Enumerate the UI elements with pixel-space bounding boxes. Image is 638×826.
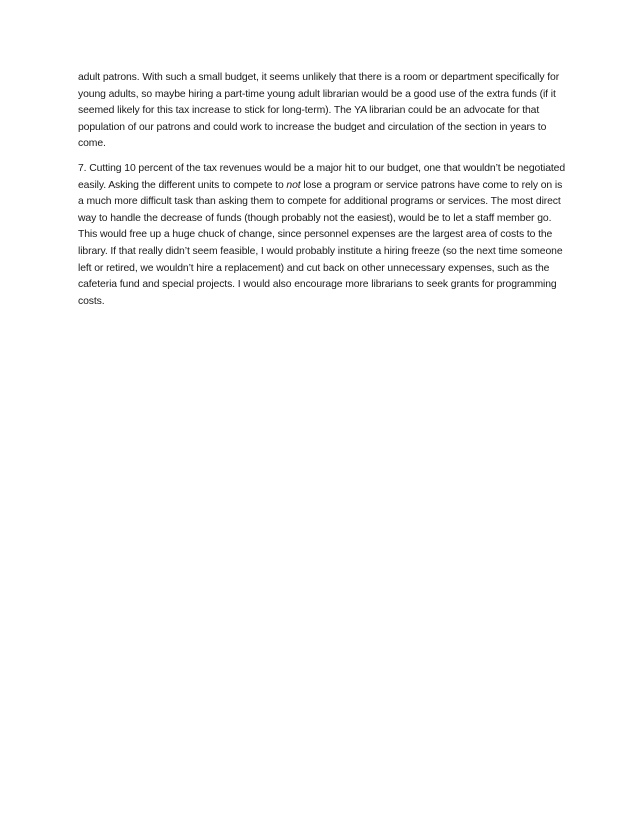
paragraph-1-text: adult patrons. With such a small budget, it seems unlikely that there is a room or department specifically for young adults, so maybe hiring a part-time young adult librarian would be a good use of the extra funds (if it seemed likely for this tax increase to stick for long-term). The YA librarian could be an advocate for that population of our patrons and could work to increase the budget and circulation of the section in years to come. [78,72,560,150]
document-body [78,70,568,318]
paragraph-2-text-a: 7. Cutting 10 percent of the tax revenues would be a major hit to our budget, one that wouldn’t be negotiated easily. Asking the different units to compete to [78,162,566,191]
paragraph-2-emphasis-not: not [286,179,301,191]
paragraph-2 [78,161,568,310]
paragraph-2-text-b: lose a program or service patrons have come to rely on is a much more difficult task than asking them to compete for additional programs or services. The most direct way to handle the decrease of funds (though probably not the easiest), would be to let a staff member go. This would free up a huge chuck of change, since personnel expenses are the largest area of costs to the library. If that really didn’t seem feasible, I would probably institute a hiring freeze (so the next time someone left or retired, we wouldn’t hire a replacement) and cut back on other unnecessary expenses, such as the cafeteria fund and special projects. I would also encourage more librarians to seek grants for programming costs. [78,179,563,307]
paragraph-1 [78,70,568,153]
